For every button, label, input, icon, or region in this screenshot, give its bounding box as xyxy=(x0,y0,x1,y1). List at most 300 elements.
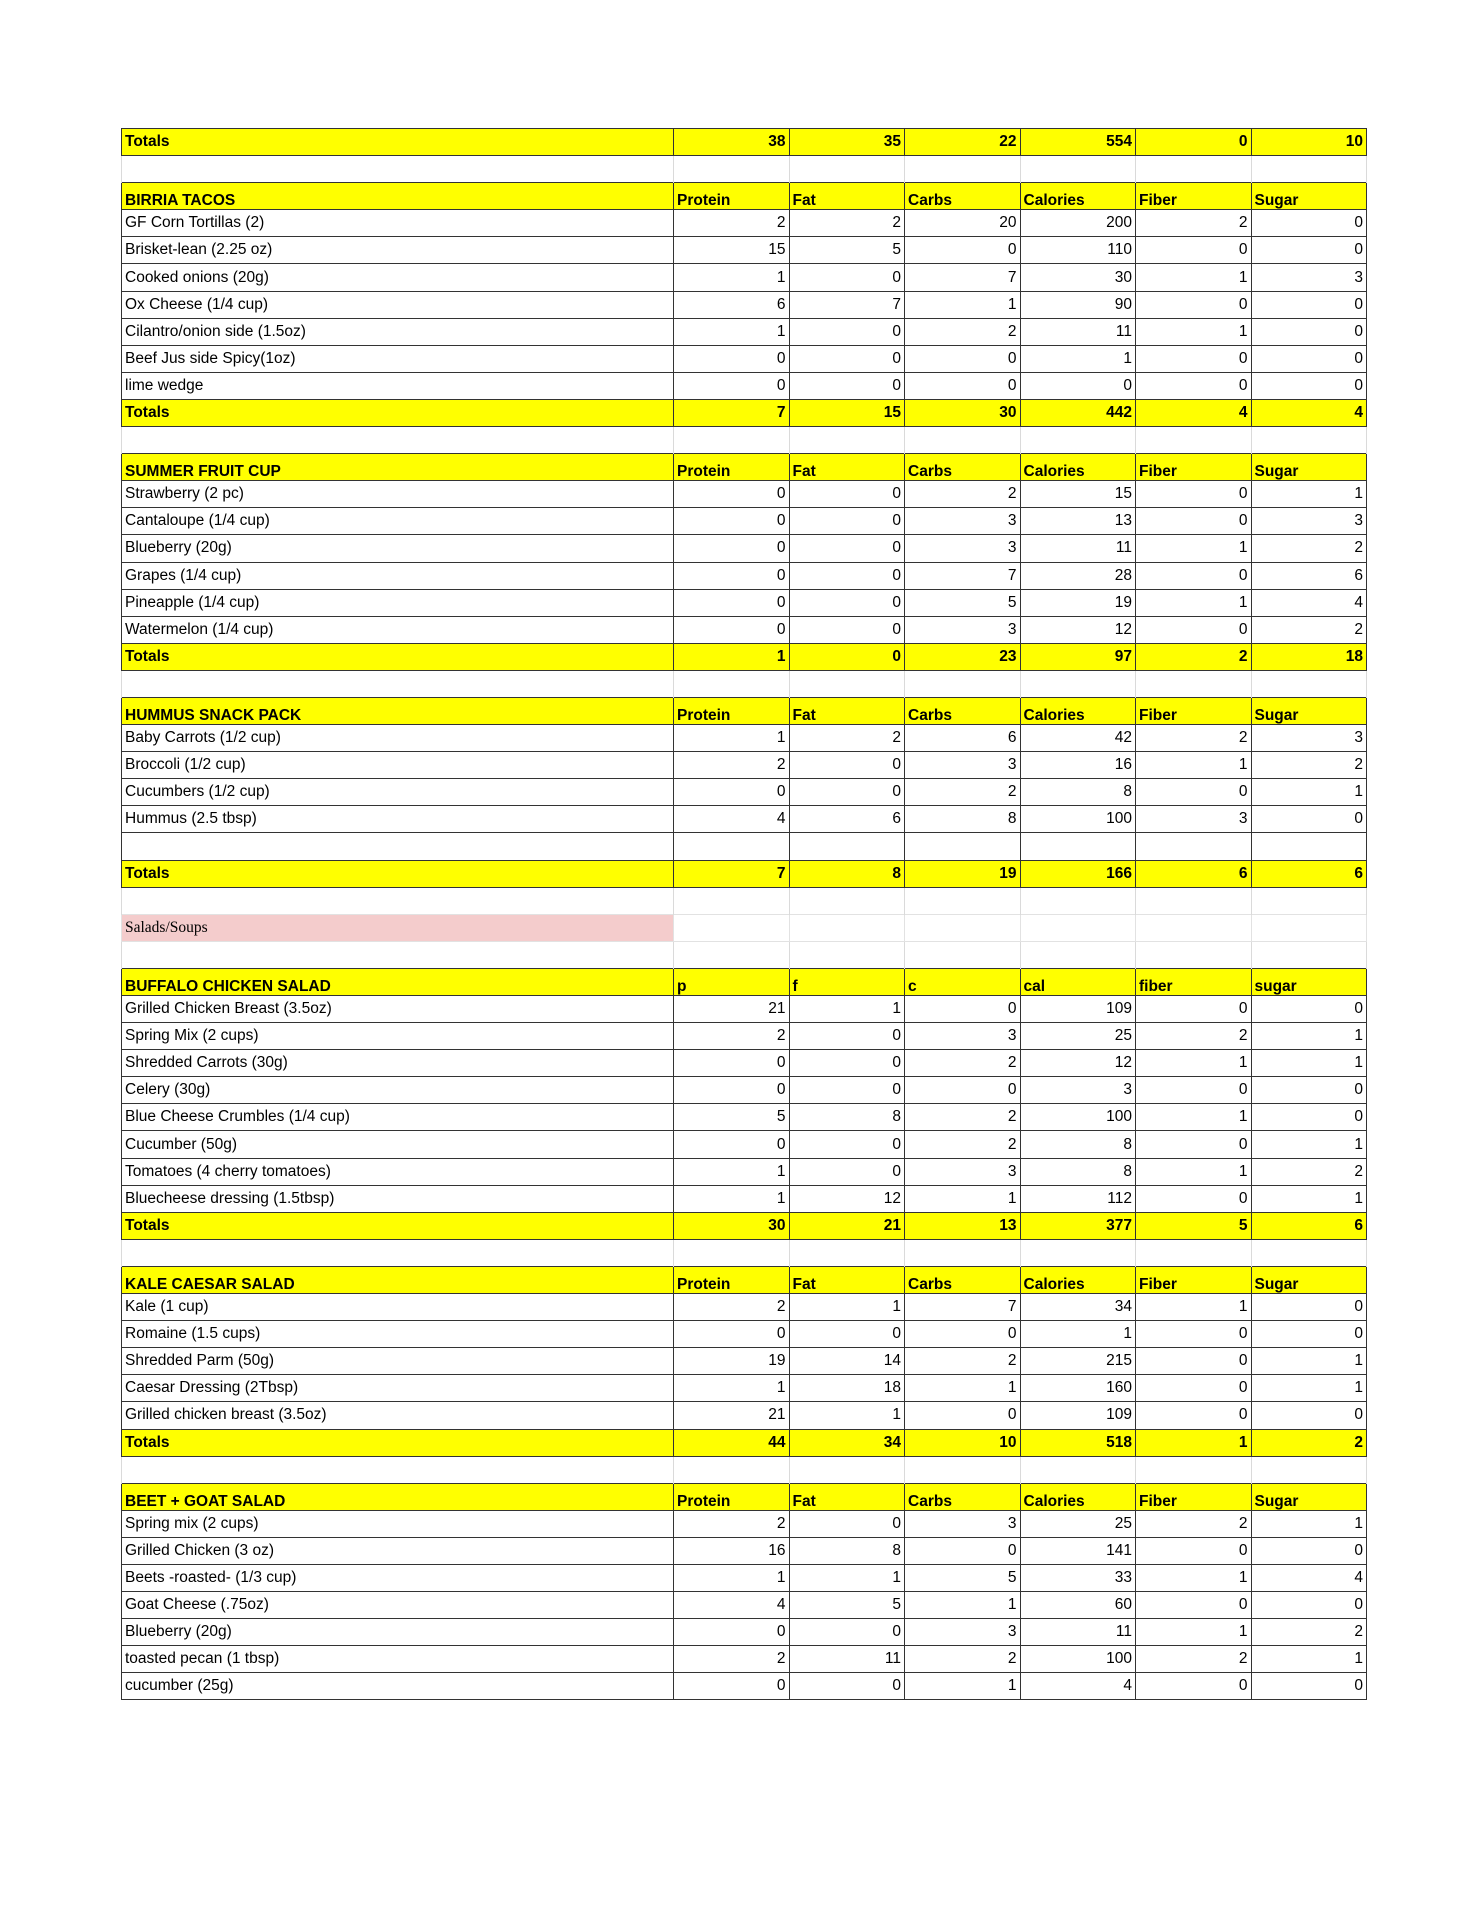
ingredient-row xyxy=(122,1050,1367,1077)
ingredient-name: Baby Carrots (1/2 cup) xyxy=(122,725,674,752)
empty-cell xyxy=(905,914,1021,941)
nutrient-value: 0 xyxy=(1136,1673,1252,1700)
recipe-title: BIRRIA TACOS xyxy=(122,183,674,210)
nutrient-value: 100 xyxy=(1020,1104,1136,1131)
nutrient-value: 0 xyxy=(1251,996,1367,1023)
nutrient-value: 34 xyxy=(1020,1294,1136,1321)
nutrient-value: 3 xyxy=(1020,1077,1136,1104)
empty-cell xyxy=(789,427,905,454)
ingredient-row xyxy=(122,481,1367,508)
section-title: Salads/Soups xyxy=(122,914,674,941)
nutrient-value: 0 xyxy=(789,372,905,399)
nutrient-value: 7 xyxy=(905,562,1021,589)
ingredient-name xyxy=(122,833,674,860)
nutrient-value: 15 xyxy=(674,237,790,264)
total-value: 5 xyxy=(1136,1212,1252,1239)
column-header: Sugar xyxy=(1251,1266,1367,1293)
nutrient-value: 215 xyxy=(1020,1348,1136,1375)
total-value: 0 xyxy=(1136,129,1252,156)
column-header: cal xyxy=(1020,968,1136,995)
nutrient-value: 8 xyxy=(1020,1158,1136,1185)
nutrient-value: 0 xyxy=(674,779,790,806)
total-value: 18 xyxy=(1251,643,1367,670)
nutrient-value: 0 xyxy=(1136,372,1252,399)
nutrient-value: 5 xyxy=(674,1104,790,1131)
ingredient-row xyxy=(122,1104,1367,1131)
column-header: Fiber xyxy=(1136,183,1252,210)
ingredient-name: Romaine (1.5 cups) xyxy=(122,1321,674,1348)
empty-cell xyxy=(1136,670,1252,697)
nutrient-value: 1 xyxy=(1251,1646,1367,1673)
empty-cell xyxy=(674,1456,790,1483)
nutrient-value: 0 xyxy=(1136,1131,1252,1158)
nutrient-value: 3 xyxy=(905,752,1021,779)
ingredient-row xyxy=(122,291,1367,318)
nutrient-value: 0 xyxy=(1251,1537,1367,1564)
empty-cell xyxy=(1020,941,1136,968)
nutrient-value: 0 xyxy=(674,345,790,372)
nutrient-value: 0 xyxy=(789,1510,905,1537)
spacer-row xyxy=(122,1456,1367,1483)
nutrient-value: 11 xyxy=(1020,535,1136,562)
recipe-header-row xyxy=(122,1266,1367,1293)
nutrient-value: 0 xyxy=(674,1673,790,1700)
ingredient-row xyxy=(122,1592,1367,1619)
nutrient-value: 3 xyxy=(1251,264,1367,291)
nutrient-value: 1 xyxy=(1251,779,1367,806)
nutrient-value: 16 xyxy=(674,1537,790,1564)
nutrient-value: 2 xyxy=(674,1510,790,1537)
nutrient-value: 1 xyxy=(1251,481,1367,508)
empty-cell xyxy=(1136,1456,1252,1483)
nutrient-value: 0 xyxy=(789,1673,905,1700)
ingredient-row xyxy=(122,562,1367,589)
spacer-row xyxy=(122,887,1367,914)
total-value: 10 xyxy=(905,1429,1021,1456)
ingredient-name: Cantaloupe (1/4 cup) xyxy=(122,508,674,535)
ingredient-row xyxy=(122,1619,1367,1646)
recipe-header-row xyxy=(122,697,1367,724)
nutrient-value: 21 xyxy=(674,1402,790,1429)
nutrient-value: 0 xyxy=(789,616,905,643)
nutrient-value: 2 xyxy=(1136,210,1252,237)
nutrient-value: 2 xyxy=(1251,1158,1367,1185)
ingredient-row xyxy=(122,725,1367,752)
nutrient-value: 0 xyxy=(789,1619,905,1646)
totals-row xyxy=(122,643,1367,670)
nutrient-value: 1 xyxy=(1136,535,1252,562)
ingredient-name: Beef Jus side Spicy(1oz) xyxy=(122,345,674,372)
ingredient-row xyxy=(122,1131,1367,1158)
empty-cell xyxy=(1251,887,1367,914)
nutrient-value: 1 xyxy=(674,318,790,345)
total-value: 19 xyxy=(905,860,1021,887)
empty-cell xyxy=(1020,156,1136,183)
nutrient-value: 0 xyxy=(1251,1294,1367,1321)
nutrient-value: 4 xyxy=(674,1592,790,1619)
column-header: c xyxy=(905,968,1021,995)
column-header: Calories xyxy=(1020,1266,1136,1293)
column-header: Fiber xyxy=(1136,697,1252,724)
total-value: 35 xyxy=(789,129,905,156)
nutrient-value: 4 xyxy=(1251,1564,1367,1591)
nutrient-value: 18 xyxy=(789,1375,905,1402)
ingredient-row xyxy=(122,1294,1367,1321)
ingredient-name: Pineapple (1/4 cup) xyxy=(122,589,674,616)
nutrient-value: 0 xyxy=(789,318,905,345)
nutrient-value: 30 xyxy=(1020,264,1136,291)
empty-cell xyxy=(674,1239,790,1266)
nutrient-value: 1 xyxy=(1136,1619,1252,1646)
nutrient-value: 7 xyxy=(905,1294,1021,1321)
nutrient-value: 3 xyxy=(905,1023,1021,1050)
nutrient-value: 11 xyxy=(1020,1619,1136,1646)
nutrient-value: 3 xyxy=(905,1510,1021,1537)
totals-row xyxy=(122,1212,1367,1239)
column-header: Carbs xyxy=(905,183,1021,210)
column-header: Protein xyxy=(674,697,790,724)
column-header: Calories xyxy=(1020,1483,1136,1510)
nutrient-value: 2 xyxy=(1251,1619,1367,1646)
spacer-row xyxy=(122,670,1367,697)
nutrient-value: 0 xyxy=(789,1321,905,1348)
ingredient-name: Grapes (1/4 cup) xyxy=(122,562,674,589)
total-value: 6 xyxy=(1136,860,1252,887)
total-value: 13 xyxy=(905,1212,1021,1239)
recipe-title: BUFFALO CHICKEN SALAD xyxy=(122,968,674,995)
nutrient-value: 110 xyxy=(1020,237,1136,264)
totals-row xyxy=(122,1429,1367,1456)
nutrient-value xyxy=(789,833,905,860)
nutrient-value xyxy=(905,833,1021,860)
ingredient-name: Brisket-lean (2.25 oz) xyxy=(122,237,674,264)
nutrient-value: 0 xyxy=(789,589,905,616)
ingredient-row xyxy=(122,535,1367,562)
empty-cell xyxy=(674,427,790,454)
nutrient-value: 0 xyxy=(789,264,905,291)
totals-label: Totals xyxy=(122,1429,674,1456)
nutrient-value: 1 xyxy=(674,725,790,752)
nutrient-value: 0 xyxy=(1136,616,1252,643)
empty-cell xyxy=(1136,887,1252,914)
empty-cell xyxy=(674,941,790,968)
nutrient-value: 1 xyxy=(1251,1375,1367,1402)
nutrient-value: 0 xyxy=(1136,1537,1252,1564)
nutrient-value: 0 xyxy=(674,1077,790,1104)
empty-cell xyxy=(1251,670,1367,697)
column-header: Sugar xyxy=(1251,183,1367,210)
total-value: 15 xyxy=(789,399,905,426)
ingredient-row xyxy=(122,779,1367,806)
nutrient-value: 100 xyxy=(1020,1646,1136,1673)
nutrient-value: 2 xyxy=(905,1104,1021,1131)
ingredient-row xyxy=(122,210,1367,237)
totals-label: Totals xyxy=(122,399,674,426)
nutrient-value: 0 xyxy=(1251,291,1367,318)
total-value: 8 xyxy=(789,860,905,887)
empty-cell xyxy=(905,941,1021,968)
nutrient-value: 1 xyxy=(1020,345,1136,372)
total-value: 1 xyxy=(1136,1429,1252,1456)
column-header: Carbs xyxy=(905,697,1021,724)
nutrient-value: 0 xyxy=(1136,481,1252,508)
nutrient-value: 0 xyxy=(789,508,905,535)
nutrient-value: 3 xyxy=(1251,508,1367,535)
empty-cell xyxy=(1251,914,1367,941)
nutrient-value: 112 xyxy=(1020,1185,1136,1212)
section-header-row xyxy=(122,914,1367,941)
ingredient-row xyxy=(122,1158,1367,1185)
ingredient-name: Blue Cheese Crumbles (1/4 cup) xyxy=(122,1104,674,1131)
nutrient-value: 0 xyxy=(1136,779,1252,806)
nutrient-value: 2 xyxy=(789,210,905,237)
ingredient-row xyxy=(122,752,1367,779)
nutrient-value: 1 xyxy=(1251,1131,1367,1158)
nutrient-value xyxy=(1251,833,1367,860)
totals-label: Totals xyxy=(122,1212,674,1239)
nutrient-value: 0 xyxy=(674,481,790,508)
total-value: 377 xyxy=(1020,1212,1136,1239)
nutrient-value: 1 xyxy=(674,1375,790,1402)
total-value: 30 xyxy=(674,1212,790,1239)
ingredient-name: Grilled Chicken (3 oz) xyxy=(122,1537,674,1564)
ingredient-name: Grilled Chicken Breast (3.5oz) xyxy=(122,996,674,1023)
ingredient-row xyxy=(122,1673,1367,1700)
nutrient-value: 1 xyxy=(789,1294,905,1321)
ingredient-name: Kale (1 cup) xyxy=(122,1294,674,1321)
nutrient-value: 0 xyxy=(905,1077,1021,1104)
empty-cell xyxy=(1020,1239,1136,1266)
ingredient-name: Shredded Carrots (30g) xyxy=(122,1050,674,1077)
nutrient-value: 0 xyxy=(1136,1402,1252,1429)
nutrient-value: 25 xyxy=(1020,1510,1136,1537)
column-header: Carbs xyxy=(905,454,1021,481)
total-value: 2 xyxy=(1251,1429,1367,1456)
nutrient-value: 4 xyxy=(1020,1673,1136,1700)
nutrient-value: 1 xyxy=(674,1158,790,1185)
nutrient-value xyxy=(1136,833,1252,860)
ingredient-row xyxy=(122,1510,1367,1537)
nutrient-value: 3 xyxy=(1136,806,1252,833)
nutrient-value: 42 xyxy=(1020,725,1136,752)
ingredient-name: Spring mix (2 cups) xyxy=(122,1510,674,1537)
nutrient-value: 1 xyxy=(905,1185,1021,1212)
ingredient-row xyxy=(122,508,1367,535)
empty-cell xyxy=(674,670,790,697)
column-header: f xyxy=(789,968,905,995)
nutrient-value: 0 xyxy=(1136,1321,1252,1348)
nutrient-value: 60 xyxy=(1020,1592,1136,1619)
empty-cell xyxy=(1020,1456,1136,1483)
nutrient-value: 0 xyxy=(1251,318,1367,345)
nutrient-value: 2 xyxy=(674,1023,790,1050)
totals-label: Totals xyxy=(122,860,674,887)
empty-cell xyxy=(122,156,674,183)
empty-cell xyxy=(905,1456,1021,1483)
recipe-title: HUMMUS SNACK PACK xyxy=(122,697,674,724)
nutrient-value: 3 xyxy=(905,1619,1021,1646)
nutrient-value: 6 xyxy=(1251,562,1367,589)
nutrient-value: 7 xyxy=(789,291,905,318)
column-header: sugar xyxy=(1251,968,1367,995)
empty-cell xyxy=(789,887,905,914)
ingredient-row xyxy=(122,1564,1367,1591)
ingredient-row xyxy=(122,237,1367,264)
empty-cell xyxy=(122,1239,674,1266)
nutrient-value: 1 xyxy=(1251,1510,1367,1537)
column-header: Fiber xyxy=(1136,1266,1252,1293)
total-value: 518 xyxy=(1020,1429,1136,1456)
nutrient-value: 0 xyxy=(789,1077,905,1104)
spacer-row xyxy=(122,1239,1367,1266)
nutrient-value: 3 xyxy=(1251,725,1367,752)
recipe-header-row xyxy=(122,1483,1367,1510)
nutrient-value: 1 xyxy=(905,291,1021,318)
nutrient-value: 1 xyxy=(1251,1348,1367,1375)
empty-cell xyxy=(1251,1456,1367,1483)
nutrient-value: 0 xyxy=(1136,237,1252,264)
nutrient-value: 0 xyxy=(789,562,905,589)
nutrient-value: 5 xyxy=(905,589,1021,616)
nutrient-value: 1 xyxy=(1136,1564,1252,1591)
total-value: 38 xyxy=(674,129,790,156)
nutrient-value: 1 xyxy=(1251,1050,1367,1077)
nutrient-value: 1 xyxy=(1136,1050,1252,1077)
total-value: 10 xyxy=(1251,129,1367,156)
ingredient-row xyxy=(122,1185,1367,1212)
total-value: 166 xyxy=(1020,860,1136,887)
nutrient-value: 0 xyxy=(1251,345,1367,372)
nutrient-value: 14 xyxy=(789,1348,905,1375)
nutrient-value: 0 xyxy=(1251,372,1367,399)
empty-cell xyxy=(789,670,905,697)
nutrient-value xyxy=(1020,833,1136,860)
nutrient-value: 0 xyxy=(1251,1321,1367,1348)
nutrient-value: 1 xyxy=(674,264,790,291)
nutrient-value: 2 xyxy=(905,779,1021,806)
nutrient-value: 0 xyxy=(789,1131,905,1158)
ingredient-name: lime wedge xyxy=(122,372,674,399)
ingredient-name: Cucumbers (1/2 cup) xyxy=(122,779,674,806)
ingredient-name: Beets -roasted- (1/3 cup) xyxy=(122,1564,674,1591)
column-header: fiber xyxy=(1136,968,1252,995)
nutrient-value: 2 xyxy=(905,1131,1021,1158)
column-header: Carbs xyxy=(905,1483,1021,1510)
nutrient-value: 141 xyxy=(1020,1537,1136,1564)
recipe-header-row xyxy=(122,454,1367,481)
ingredient-row xyxy=(122,589,1367,616)
nutrient-value: 2 xyxy=(1136,1023,1252,1050)
nutrient-value: 0 xyxy=(1136,1592,1252,1619)
ingredient-row xyxy=(122,1402,1367,1429)
nutrition-sheet xyxy=(121,128,1367,1700)
empty-cell xyxy=(1020,914,1136,941)
nutrient-value: 33 xyxy=(1020,1564,1136,1591)
empty-cell xyxy=(1020,887,1136,914)
ingredient-row xyxy=(122,996,1367,1023)
empty-cell xyxy=(1251,941,1367,968)
nutrient-value: 0 xyxy=(905,372,1021,399)
ingredient-name: Cilantro/onion side (1.5oz) xyxy=(122,318,674,345)
nutrient-value: 1 xyxy=(789,1402,905,1429)
ingredient-name: Cooked onions (20g) xyxy=(122,264,674,291)
nutrient-value: 0 xyxy=(1251,1077,1367,1104)
nutrient-value: 2 xyxy=(905,1646,1021,1673)
nutrient-value: 0 xyxy=(789,779,905,806)
nutrient-value: 12 xyxy=(789,1185,905,1212)
nutrient-value: 0 xyxy=(1251,1402,1367,1429)
nutrient-value: 1 xyxy=(1136,589,1252,616)
column-header: Fat xyxy=(789,454,905,481)
ingredient-name: Watermelon (1/4 cup) xyxy=(122,616,674,643)
empty-cell xyxy=(1251,156,1367,183)
nutrient-value: 2 xyxy=(905,1050,1021,1077)
empty-cell xyxy=(1020,427,1136,454)
nutrient-value: 2 xyxy=(1136,1646,1252,1673)
totals-row xyxy=(122,399,1367,426)
nutrient-value: 8 xyxy=(789,1104,905,1131)
total-value: 554 xyxy=(1020,129,1136,156)
nutrient-value: 0 xyxy=(674,589,790,616)
nutrient-value: 8 xyxy=(789,1537,905,1564)
nutrient-value: 2 xyxy=(1251,616,1367,643)
totals-row xyxy=(122,860,1367,887)
nutrient-value: 12 xyxy=(1020,616,1136,643)
total-value: 21 xyxy=(789,1212,905,1239)
column-header: Protein xyxy=(674,1483,790,1510)
nutrient-value: 0 xyxy=(1251,210,1367,237)
nutrient-value: 6 xyxy=(789,806,905,833)
nutrient-value: 12 xyxy=(1020,1050,1136,1077)
empty-cell xyxy=(1136,941,1252,968)
nutrient-value: 109 xyxy=(1020,1402,1136,1429)
total-value: 442 xyxy=(1020,399,1136,426)
nutrient-value: 2 xyxy=(674,1646,790,1673)
nutrient-value: 6 xyxy=(674,291,790,318)
ingredient-row xyxy=(122,1023,1367,1050)
recipe-header-row xyxy=(122,968,1367,995)
column-header: Fat xyxy=(789,697,905,724)
nutrient-value: 200 xyxy=(1020,210,1136,237)
nutrient-value: 13 xyxy=(1020,508,1136,535)
nutrient-value: 20 xyxy=(905,210,1021,237)
nutrient-value: 1 xyxy=(789,1564,905,1591)
empty-cell xyxy=(122,1456,674,1483)
total-value: 4 xyxy=(1251,399,1367,426)
nutrient-value: 0 xyxy=(905,237,1021,264)
nutrient-value: 1 xyxy=(789,996,905,1023)
ingredient-name: Broccoli (1/2 cup) xyxy=(122,752,674,779)
column-header: Carbs xyxy=(905,1266,1021,1293)
nutrient-value: 8 xyxy=(1020,1131,1136,1158)
nutrient-value: 5 xyxy=(789,237,905,264)
nutrient-value: 2 xyxy=(905,1348,1021,1375)
total-value: 22 xyxy=(905,129,1021,156)
total-value: 44 xyxy=(674,1429,790,1456)
ingredient-row xyxy=(122,616,1367,643)
nutrient-value: 3 xyxy=(905,1158,1021,1185)
column-header: Protein xyxy=(674,183,790,210)
spacer-row xyxy=(122,156,1367,183)
nutrient-value: 0 xyxy=(1136,562,1252,589)
nutrient-value: 0 xyxy=(674,616,790,643)
total-value: 7 xyxy=(674,860,790,887)
nutrient-value: 0 xyxy=(905,345,1021,372)
empty-cell xyxy=(122,670,674,697)
nutrient-value: 0 xyxy=(789,535,905,562)
nutrient-value: 0 xyxy=(789,1158,905,1185)
nutrient-value: 1 xyxy=(1136,1294,1252,1321)
